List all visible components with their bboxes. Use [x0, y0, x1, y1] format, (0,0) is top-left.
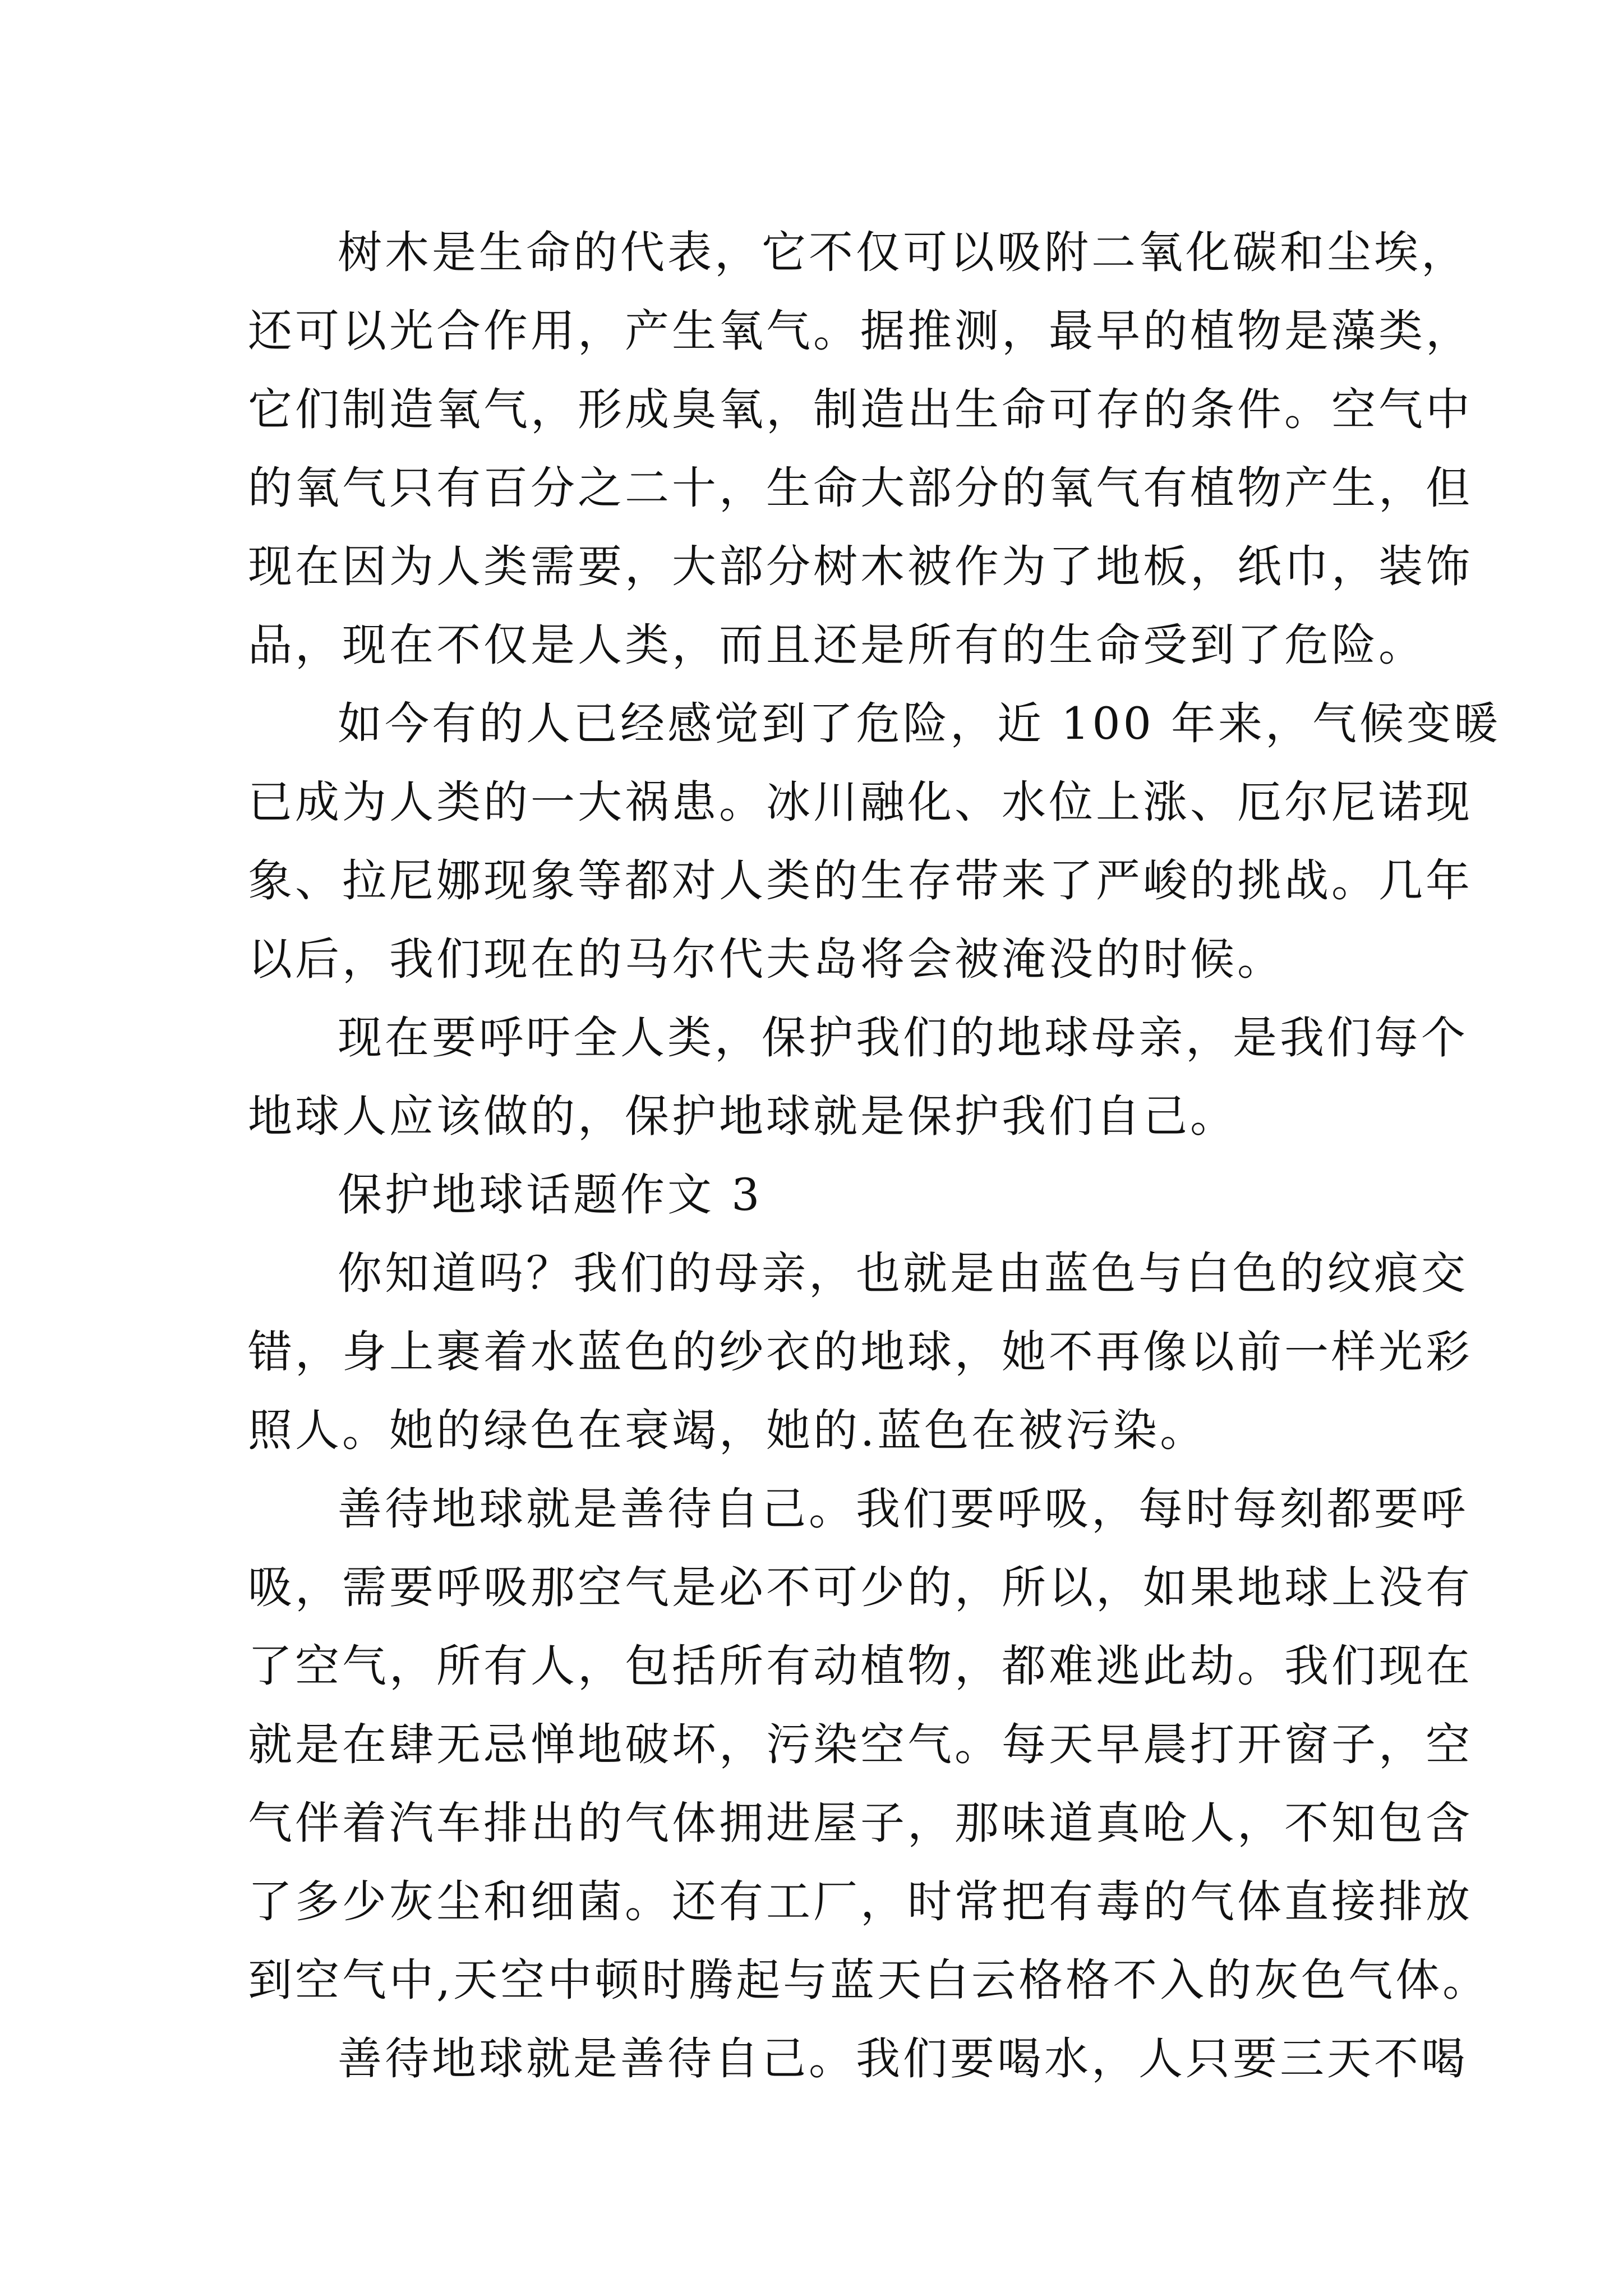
text-line: 如今有的人已经感觉到了危险，近 100 年来，气候变暖 — [338, 698, 1501, 749]
text-line: 现在因为人类需要，大部分树木被作为了地板，纸巾，装饰 — [248, 541, 1473, 592]
section-heading: 保护地球话题作文 3 — [338, 1169, 763, 1221]
text-line: 地球人应该做的，保护地球就是保护我们自己。 — [248, 1091, 1237, 1142]
text-line: 品，现在不仅是人类，而且还是所有的生命受到了危险。 — [248, 619, 1426, 671]
text-line: 善待地球就是善待自己。我们要喝水，人只要三天不喝 — [338, 2033, 1468, 2085]
text-line: 了空气，所有人，包括所有动植物，都难逃此劫。我们现在 — [248, 1640, 1473, 1692]
text-line: 它们制造氧气，形成臭氧，制造出生命可存的条件。空气中 — [248, 384, 1473, 435]
text-line: 错，身上裹着水蓝色的纱衣的地球，她不再像以前一样光彩 — [248, 1326, 1473, 1378]
text-line: 已成为人类的一大祸患。冰川融化、水位上涨、厄尔尼诺现 — [248, 776, 1473, 828]
text-line: 以后，我们现在的马尔代夫岛将会被淹没的时候。 — [248, 933, 1284, 985]
text-line: 就是在肆无忌惮地破坏，污染空气。每天早晨打开窗子，空 — [248, 1719, 1473, 1770]
text-line: 气伴着汽车排出的气体拥进屋子，那味道真呛人，不知包含 — [248, 1797, 1473, 1849]
document-body — [248, 213, 1501, 2098]
text-line: 象、拉尼娜现象等都对人类的生存带来了严峻的挑战。几年 — [248, 855, 1473, 907]
text-line: 吸，需要呼吸那空气是必不可少的，所以，如果地球上没有 — [248, 1562, 1473, 1613]
text-line: 了多少灰尘和细菌。还有工厂，时常把有毒的气体直接排放 — [248, 1876, 1473, 1927]
text-line: 树木是生命的代表，它不仅可以吸附二氧化碳和尘埃， — [338, 227, 1468, 278]
text-line: 现在要呼吁全人类，保护我们的地球母亲，是我们每个 — [338, 1012, 1468, 1064]
text-line: 善待地球就是善待自己。我们要呼吸，每时每刻都要呼 — [338, 1483, 1468, 1535]
text-line: 你知道吗？我们的母亲，也就是由蓝色与白色的纹痕交 — [338, 1248, 1468, 1299]
text-line: 照人。她的绿色在衰竭，她的.蓝色在被污染。 — [248, 1405, 1207, 1456]
text-line: 的氧气只有百分之二十，生命大部分的氧气有植物产生，但 — [248, 462, 1473, 514]
text-line: 还可以光合作用，产生氧气。据推测，最早的植物是藻类， — [248, 305, 1473, 357]
text-line: 到空气中,天空中顿时腾起与蓝天白云格格不入的灰色气体。 — [248, 1954, 1490, 2006]
